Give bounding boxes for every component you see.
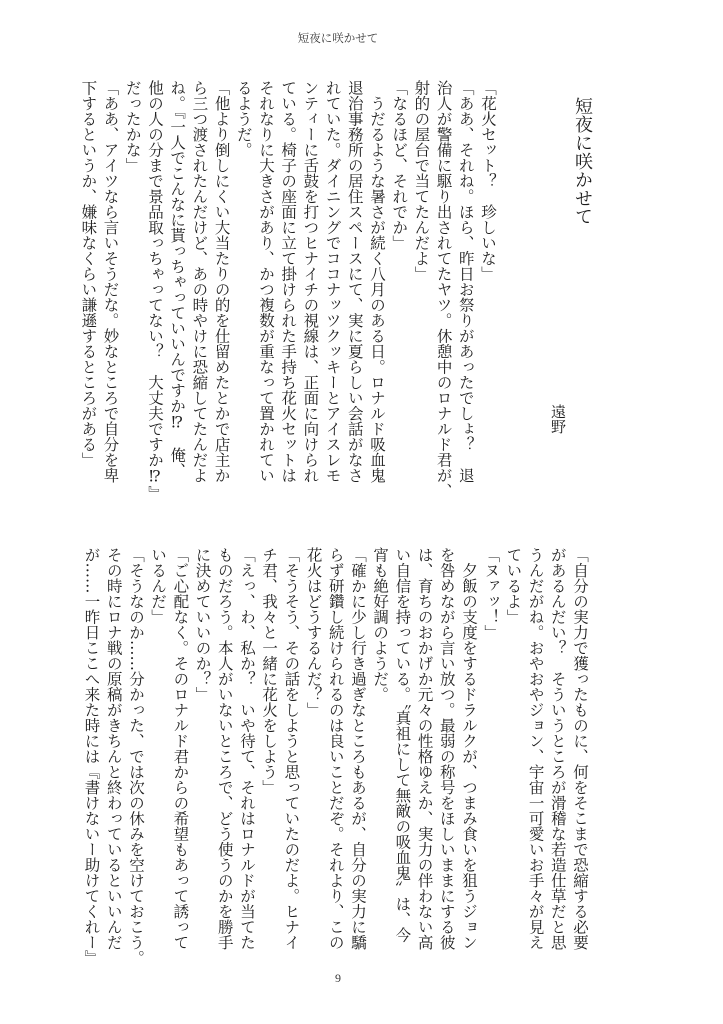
text-line: ているよ」 <box>504 547 523 625</box>
text-line: 「なるほど、それでか」 <box>390 80 409 251</box>
text-line: ら三つ渡されたんだけど、あの時やけに恐縮してたんだよ <box>190 80 209 483</box>
text-line: いるんだ」 <box>149 547 168 625</box>
text-line: 他の人の分まで景品取っちゃってない？ 大丈夫ですか⁉』 <box>145 80 164 501</box>
text-line: 宵も絶好調のようだ。 <box>371 547 390 702</box>
text-line: 「そうなのか……分かった、では次の休みを空けておこう。 <box>126 547 145 966</box>
text-line: ものだろう。本人がいないところで、どう使うのかを勝手 <box>215 547 234 950</box>
page-number: 9 <box>335 971 341 985</box>
text-line: 「ああ、アイツなら言いそうだな。妙なところで自分を卑 <box>101 80 120 483</box>
text-block-lower <box>80 547 591 966</box>
text-line: 射的の屋台で当てたんだよ」 <box>412 80 431 282</box>
text-line: 「ヌァッ！」 <box>482 547 501 640</box>
running-header: 短夜に咲かせて <box>297 31 379 45</box>
text-line: ね。『一人でこんなに貰っちゃっていいんですか⁉ 俺、 <box>168 80 187 478</box>
text-line: 「ご心配なく。そのロナルド君からの希望もあって誘って <box>171 547 190 950</box>
story-author: 遠野 <box>549 404 567 434</box>
text-line: 「ああ、それね。ほら、昨日お祭りがあったでしょ？ 退 <box>456 80 475 483</box>
text-line: れていた。ダイニングでココナッツクッキーとアイスレモ <box>323 80 342 483</box>
text-line: は、育ちのおかげか元々の性格ゆえか、実力の伴わない高 <box>415 547 434 950</box>
text-line: らず研鑽し続けられるのは良いことだぞ。それより、この <box>326 547 345 950</box>
text-line: 夕飯の支度をするドラルクが、つまみ食いを狙うジョン <box>459 547 478 950</box>
text-line: 「他より倒しにくい大当たりの的を仕留めたとかで店主か <box>212 80 231 483</box>
text-line: 「花火セット？ 珍しいな」 <box>479 80 497 282</box>
text-line: うんだがね。おやおやジョン、宇宙一可愛いお手々が見え <box>526 547 545 950</box>
text-line: が……一昨日ここへ来た時には『書けないー助けてくれー』 <box>82 547 101 966</box>
text-line: い自信を持っている。〝真祖にして無敵の吸血鬼〟は、今 <box>393 547 412 943</box>
text-line: だったかな」 <box>123 80 142 173</box>
text-line: を咎めながら言い放つ。最弱の称号をほしいままにする彼 <box>437 547 456 950</box>
text-line: 花火はどうするんだ？」 <box>304 547 323 718</box>
text-line: うだるような暑さが続く八月のある日。ロナルド吸血鬼 <box>367 80 386 483</box>
text-line: 「自分の実力で獲ったものに、何をそこまで恐縮する必要 <box>571 547 589 950</box>
story-title: 短夜に咲かせて <box>572 97 593 226</box>
text-line: チ君、我々と一緒に花火をしよう」 <box>260 547 279 795</box>
text-line: るようだ。 <box>234 80 253 158</box>
text-line: に決めていいのか？」 <box>193 547 212 702</box>
text-line: があるんだい？ そういうところが滑稽な若造仕草だと思 <box>548 547 567 950</box>
text-line: その時にロナ戦の原稿がきちんと終わっているといいんだ <box>104 547 123 950</box>
text-line: それなりに大きさがあり、かつ複数が重なって置かれてい <box>256 80 275 483</box>
text-line: 治人が警備に駆り出されてたヤツ。休憩中のロナルド君が、 <box>434 80 453 499</box>
text-line: 「えっ、わ、私か？ いや待て、それはロナルドが当てた <box>237 547 256 950</box>
text-line: ている。椅子の座面に立て掛けられた手持ち花火セットは <box>279 80 298 483</box>
text-line: ンティーに舌鼓を打つヒナイチの視線は、正面に向けられ <box>301 80 320 483</box>
text-line: 退治事務所の居住スペースにて、実に夏らしい会話がなさ <box>345 80 364 483</box>
text-line: 「そうそう、その話をしようと思っていたのだよ。ヒナイ <box>282 547 301 950</box>
text-line: 下するというか、嫌味なくらい謙遜するところがある」 <box>79 80 98 468</box>
text-block-upper <box>77 80 499 501</box>
text-line: 「確かに少し行き過ぎなところもあるが、自分の実力に驕 <box>348 547 367 950</box>
